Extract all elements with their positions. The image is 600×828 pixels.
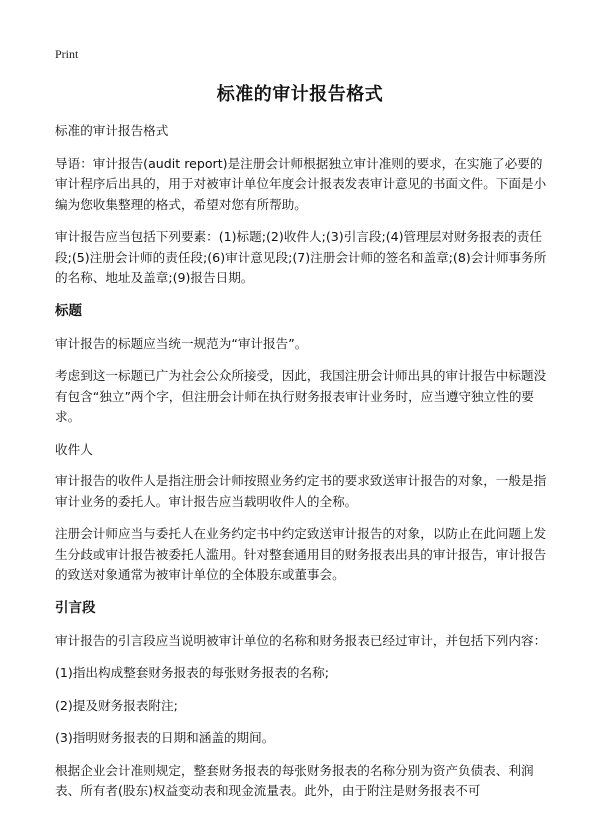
list-item: (2)提及财务报表附注; [55,697,178,713]
intro-section-paragraph-2: 根据企业会计准则规定，整套财务报表的每张财务报表的名称分别为资产负债表、利润表、所有者(股东)权益变动表和现金流量表。此外，由于附注是财务报表不可 [55,762,534,798]
title-paragraph-2: 考虑到这一标题已广为社会公众所接受，因此，我国注册会计师出具的审计报告中标题没有包含“独立”两个字，但注册会计师在执行财务报表审计业务时，应当遵守独立性的要求。 [55,368,547,424]
recipient-paragraph-2: 注册会计师应当与委托人在业务约定书中约定致送审计报告的对象，以防止在此问题上发生分歧或审计报告被委托人滥用。针对整套通用目的财务报表出具的审计报告，审计报告的致送对象通常为被审计单位的全体股东或董事会。 [55,526,547,582]
title-paragraph-1: 审计报告的标题应当统一规范为“审计报告”。 [55,335,308,351]
section-heading-intro: 引言段 [55,599,96,616]
article-subtitle: 标准的审计报告格式 [55,123,169,138]
section-heading-recipient: 收件人 [55,441,93,457]
list-item: (3)指明财务报表的日期和涵盖的期间。 [55,730,275,745]
page-title: 标准的审计报告格式 [216,84,384,105]
intro-paragraph: 导语：审计报告(audit report)是注册会计师根据独立审计准则的要求，在实施了必要的审计程序后出具的，用于对被审计单位年度会计报表发表审计意见的书面文件。下面是小编为您收集整理的格式，希望对您有所帮助。 [55,155,547,212]
elements-paragraph: 审计报告应当包括下列要素：(1)标题;(2)收件人;(3)引言段;(4)管理层对财务报表的责任段;(5)注册会计师的责任段;(6)审计意见段;(7)注册会计师的签名和盖章;(8)会计师事务所的名称、地址及盖章;(9)报告日期。 [55,229,547,285]
intro-section-paragraph-1: 审计报告的引言段应当说明被审计单位的名称和财务报表已经过审计，并包括下列内容： [55,632,547,648]
list-item: (1)指出构成整套财务报表的每张财务报表的名称; [55,665,329,680]
recipient-paragraph-1: 审计报告的收件人是指注册会计师按照业务约定书的要求致送审计报告的对象，一般是指审计业务的委托人。审计报告应当载明收件人的全称。 [55,473,547,509]
print-link[interactable]: Print [55,47,79,61]
article-body [55,121,551,814]
section-heading-title: 标题 [55,302,82,319]
